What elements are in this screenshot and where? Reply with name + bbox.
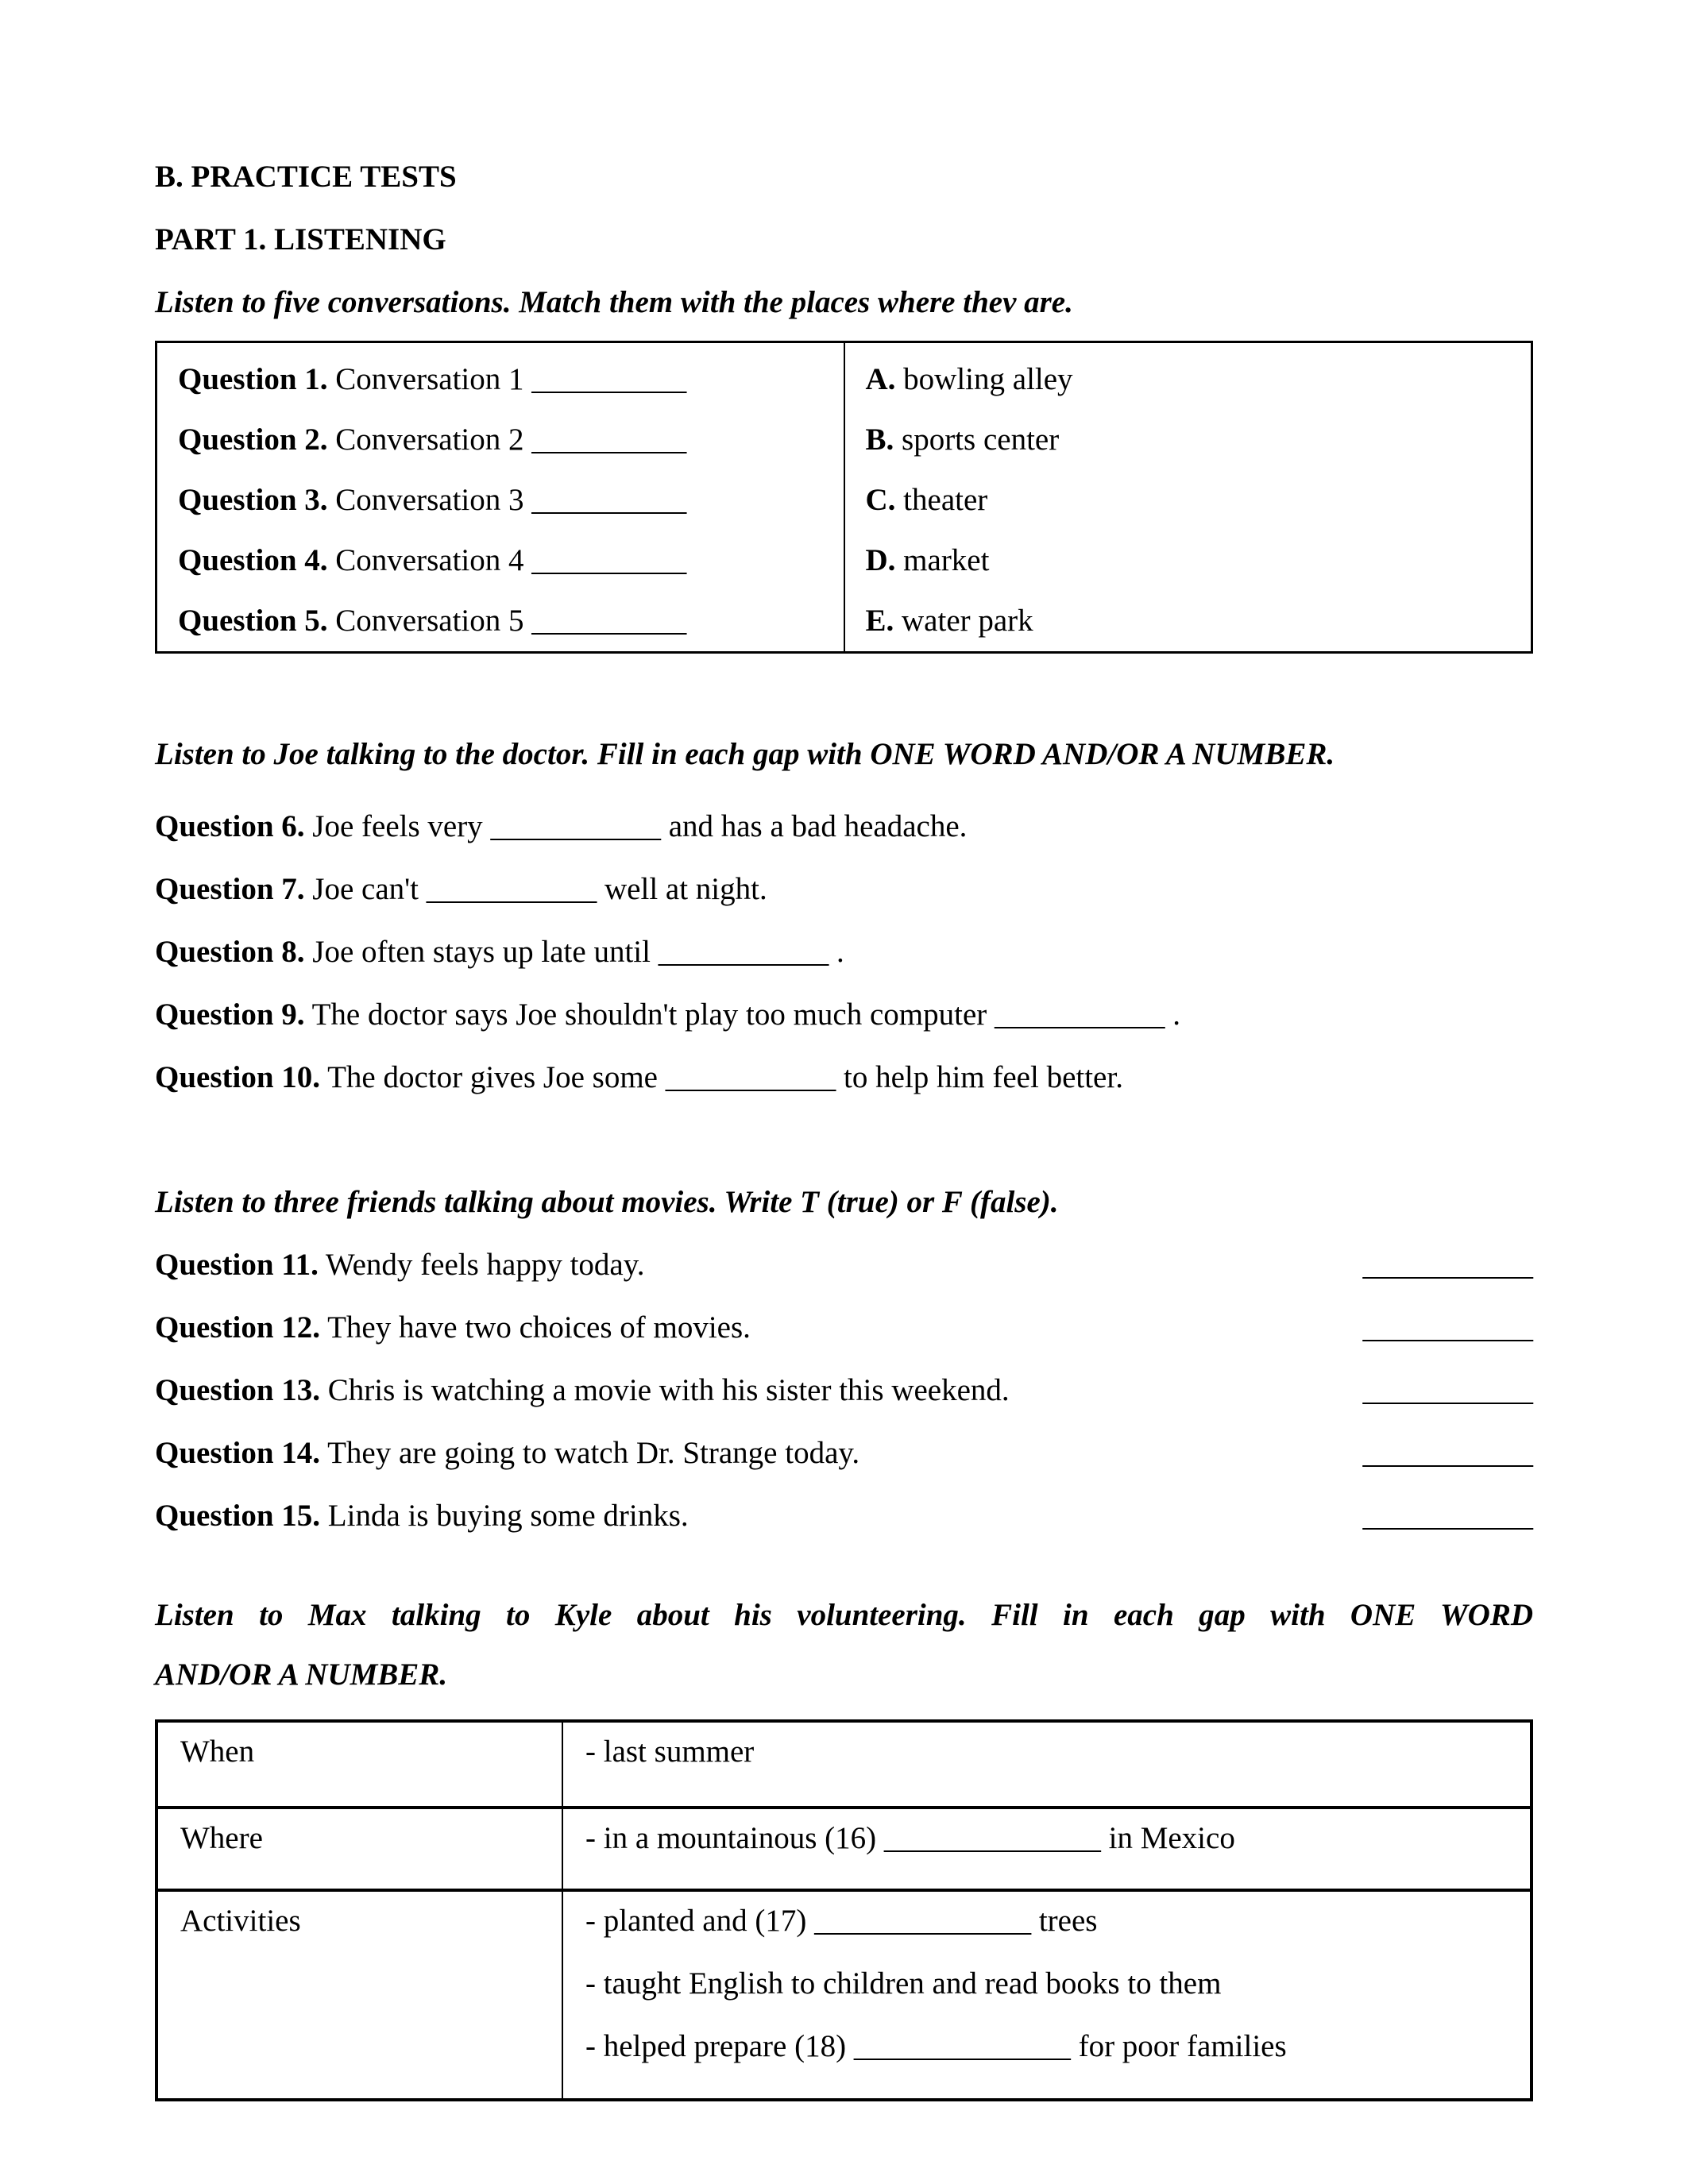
answer-blank[interactable]: __________ xyxy=(531,483,687,517)
question-label: Question 3. xyxy=(178,483,328,517)
question-body xyxy=(155,1247,644,1283)
question-label: Question 12. xyxy=(155,1310,321,1345)
gap-fill-question-list xyxy=(155,808,1533,1095)
answer-blank[interactable]: ___________ xyxy=(490,809,661,843)
match-question-5 xyxy=(178,591,844,651)
question-label: Question 15. xyxy=(155,1499,321,1533)
info-line xyxy=(585,1966,1530,2001)
answer-blank[interactable]: ___________ xyxy=(995,997,1165,1032)
true-false-question-15 xyxy=(155,1498,1533,1534)
page-title: B. PRACTICE TESTS xyxy=(155,160,457,194)
question-text: to help him feel better. xyxy=(843,1060,1123,1094)
matching-table xyxy=(155,341,1533,654)
answer-blank[interactable]: ___________ xyxy=(658,935,829,969)
match-option-e xyxy=(866,591,1532,651)
match-question-4 xyxy=(178,531,844,591)
option-letter: D. xyxy=(865,543,896,577)
question-text: Linda is buying some drinks. xyxy=(327,1499,689,1533)
question-body xyxy=(155,1498,689,1534)
row-value-cell xyxy=(562,1808,1532,1890)
true-false-question-list xyxy=(155,1247,1533,1534)
question-text: Joe often stays up late until xyxy=(312,935,651,969)
answer-blank[interactable]: ___________ xyxy=(426,872,597,906)
info-text: in Mexico xyxy=(1108,1821,1235,1855)
instruction-true-false: Listen to three friends talking about movies. Write T (true) or F (false). xyxy=(155,1185,1059,1219)
match-question-3 xyxy=(178,470,844,531)
info-text: - taught English to children and read books to them xyxy=(585,1966,1222,2001)
part-heading: PART 1. LISTENING xyxy=(155,222,446,257)
row-value-cell xyxy=(562,1890,1532,2100)
gap-fill-question-10 xyxy=(155,1059,1533,1095)
option-text: theater xyxy=(903,483,988,517)
instruction-gap-fill-max-line1: Listen to Max talking to Kyle about his volunteering. Fill in each gap with ONE WORD xyxy=(155,1598,1533,1632)
true-false-question-11 xyxy=(155,1247,1533,1283)
answer-blank-16[interactable]: ______________ xyxy=(883,1821,1101,1855)
question-text: Wendy feels happy today. xyxy=(325,1248,645,1282)
question-text: Conversation 4 xyxy=(335,543,524,577)
matching-questions-cell xyxy=(156,342,844,653)
question-label: Question 4. xyxy=(178,543,328,577)
option-letter: C. xyxy=(865,483,896,517)
question-text: The doctor says Joe shouldn't play too much computer xyxy=(311,997,987,1032)
question-text: The doctor gives Joe some xyxy=(327,1060,658,1094)
question-body xyxy=(155,1310,751,1345)
option-letter: A. xyxy=(865,362,896,396)
question-text: Joe feels very xyxy=(312,809,483,843)
answer-blank[interactable]: ___________ xyxy=(1362,1373,1533,1407)
question-text: Conversation 3 xyxy=(335,483,524,517)
instruction-gap-fill-max-line2: AND/OR A NUMBER. xyxy=(155,1657,448,1692)
question-body xyxy=(155,1372,1010,1408)
true-false-question-14 xyxy=(155,1435,1533,1471)
option-text: water park xyxy=(902,604,1033,638)
true-false-question-13 xyxy=(155,1372,1533,1408)
question-text: They are going to watch Dr. Strange today. xyxy=(327,1436,860,1470)
info-line xyxy=(585,1820,1530,1856)
option-text: market xyxy=(903,543,990,577)
question-text: . xyxy=(1172,997,1181,1032)
match-option-d xyxy=(866,531,1532,591)
question-label: Question 14. xyxy=(155,1436,321,1470)
answer-blank-18[interactable]: ______________ xyxy=(853,2029,1071,2063)
answer-blank[interactable]: ___________ xyxy=(1362,1499,1533,1533)
question-label: Question 7. xyxy=(155,872,305,906)
question-label: Question 8. xyxy=(155,935,305,969)
option-letter: E. xyxy=(865,604,894,638)
answer-blank[interactable]: ___________ xyxy=(1362,1310,1533,1345)
table-row-where xyxy=(156,1808,1532,1890)
true-false-question-12 xyxy=(155,1310,1533,1345)
question-text: and has a bad headache. xyxy=(668,809,968,843)
instruction-gap-fill-joe: Listen to Joe talking to the doctor. Fill in each gap with ONE WORD AND/OR A NUMBER. xyxy=(155,737,1335,771)
gap-fill-question-6 xyxy=(155,808,1533,844)
question-label: Question 5. xyxy=(178,604,328,638)
matching-table-row xyxy=(156,342,1532,653)
info-text: - in a mountainous (16) xyxy=(585,1821,877,1855)
table-row-activities xyxy=(156,1890,1532,2100)
question-text: . xyxy=(836,935,844,969)
question-text: Conversation 5 xyxy=(335,604,524,638)
info-text: - planted and (17) xyxy=(585,1904,807,1938)
gap-fill-question-7 xyxy=(155,871,1533,907)
match-option-c xyxy=(866,470,1532,531)
question-text: They have two choices of movies. xyxy=(327,1310,751,1345)
instruction-matching: Listen to five conversations. Match them with the places where thev are. xyxy=(155,285,1073,319)
question-text: Joe can't xyxy=(312,872,419,906)
info-text: for poor families xyxy=(1078,2029,1287,2063)
question-text: Conversation 2 xyxy=(335,423,524,457)
info-text: - helped prepare (18) xyxy=(585,2029,847,2063)
info-text: - last summer xyxy=(585,1734,755,1769)
match-option-b xyxy=(866,410,1532,470)
question-label: Question 10. xyxy=(155,1060,321,1094)
match-question-2 xyxy=(178,410,844,470)
info-line xyxy=(585,1903,1530,1939)
question-label: Question 6. xyxy=(155,809,305,843)
answer-blank[interactable]: ___________ xyxy=(665,1060,836,1094)
answer-blank[interactable]: ___________ xyxy=(1362,1248,1533,1282)
matching-options-cell xyxy=(844,342,1532,653)
table-row-when xyxy=(156,1721,1532,1808)
match-option-a xyxy=(866,349,1532,410)
question-text: Conversation 1 xyxy=(335,362,524,396)
gap-fill-question-8 xyxy=(155,934,1533,970)
row-header: When xyxy=(156,1721,562,1808)
option-text: sports center xyxy=(902,423,1060,457)
row-header: Activities xyxy=(156,1890,562,2100)
question-label: Question 9. xyxy=(155,997,305,1032)
row-header: Where xyxy=(156,1808,562,1890)
answer-blank[interactable]: __________ xyxy=(531,604,687,638)
gap-fill-question-9 xyxy=(155,997,1533,1032)
option-letter: B. xyxy=(865,423,894,457)
question-label: Question 11. xyxy=(155,1248,319,1282)
question-label: Question 13. xyxy=(155,1373,321,1407)
answer-blank-17[interactable]: ______________ xyxy=(814,1904,1032,1938)
question-label: Question 2. xyxy=(178,423,328,457)
info-line xyxy=(585,1734,1530,1769)
question-text: well at night. xyxy=(605,872,767,906)
volunteering-info-table xyxy=(155,1719,1533,2101)
info-text: trees xyxy=(1038,1904,1098,1938)
answer-blank[interactable]: ___________ xyxy=(1362,1436,1533,1470)
option-text: bowling alley xyxy=(903,362,1073,396)
info-line xyxy=(585,2028,1530,2064)
question-body xyxy=(155,1435,859,1471)
answer-blank[interactable]: __________ xyxy=(531,362,687,396)
question-text: Chris is watching a movie with his sister this weekend. xyxy=(327,1373,1010,1407)
answer-blank[interactable]: __________ xyxy=(531,423,687,457)
match-question-1 xyxy=(178,349,844,410)
answer-blank[interactable]: __________ xyxy=(531,543,687,577)
row-value-cell xyxy=(562,1721,1532,1808)
question-label: Question 1. xyxy=(178,362,328,396)
